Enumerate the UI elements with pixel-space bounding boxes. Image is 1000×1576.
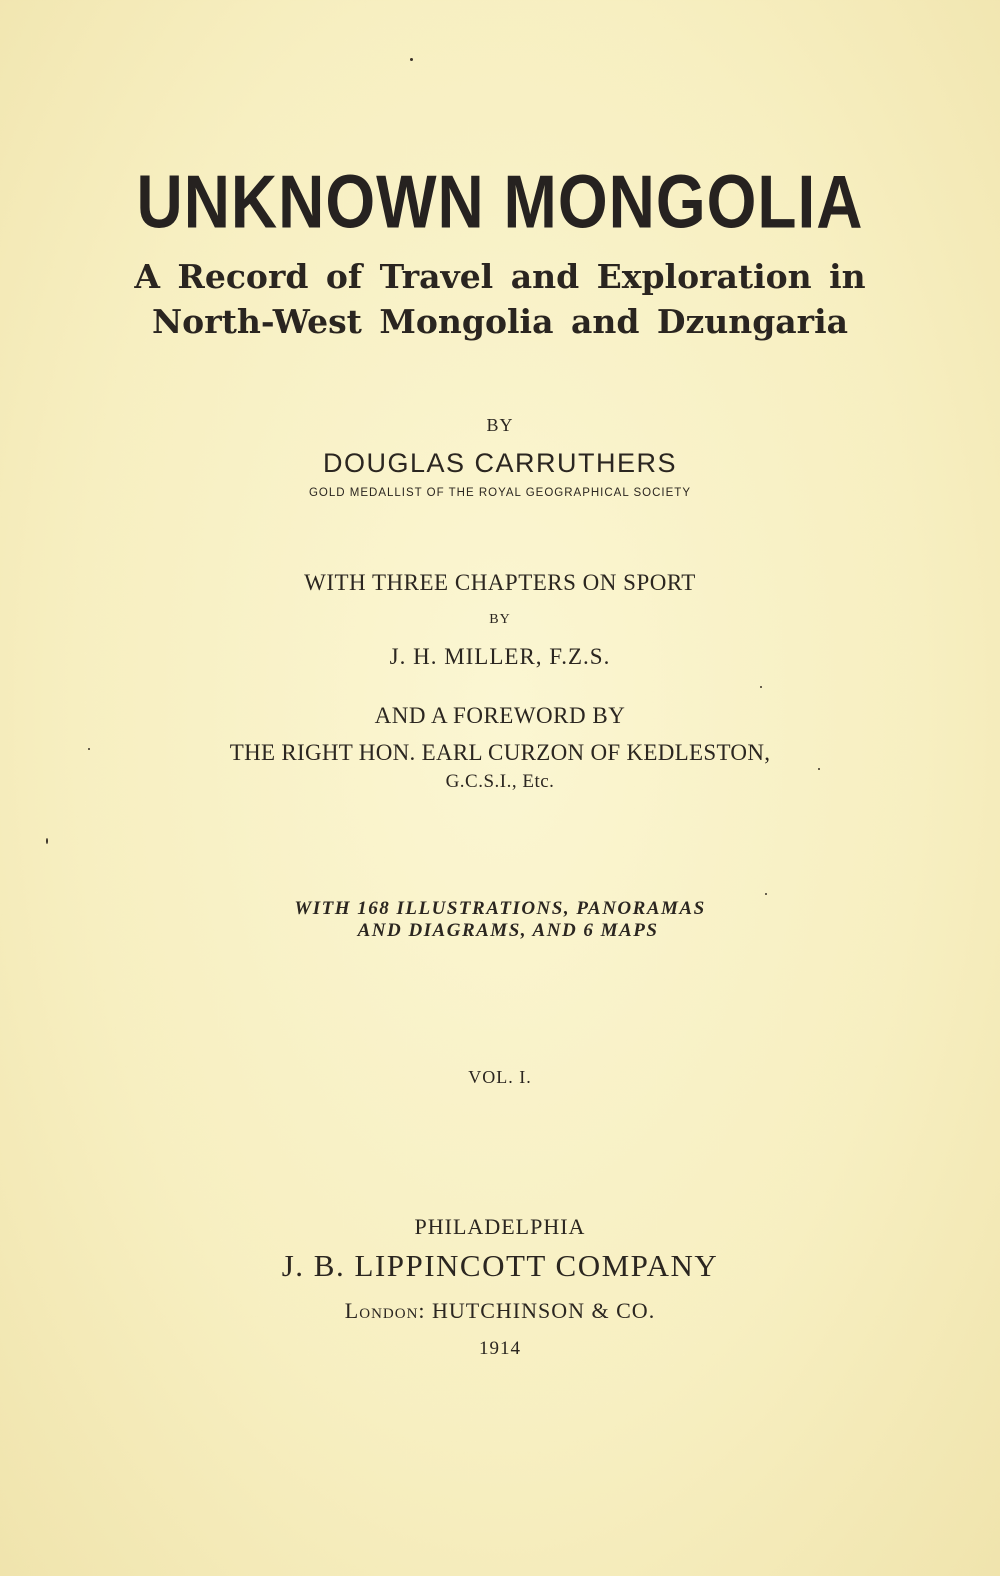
foreword-line: AND A FOREWORD BY — [374, 703, 626, 728]
london-publisher: HUTCHINSON & CO. — [432, 1298, 656, 1323]
foreword-honors: G.C.S.I., Etc. — [445, 771, 555, 792]
by-label: BY — [486, 415, 514, 435]
author-honor: GOLD MEDALLIST OF THE ROYAL GEOGRAPHICAL SOCIETY — [308, 487, 691, 499]
book-title: UNKNOWN MONGOLIA — [136, 159, 864, 245]
author-name: DOUGLAS CARRUTHERS — [322, 448, 678, 478]
foreword-author: THE RIGHT HON. EARL CURZON OF KEDLESTON, — [229, 740, 771, 765]
paper-speck — [818, 768, 820, 770]
publisher-city: PHILADELPHIA — [414, 1214, 586, 1239]
publication-year: 1914 — [479, 1338, 521, 1359]
illustrations-line-2: AND DIAGRAMS, AND 6 MAPS — [357, 920, 659, 941]
publisher-name: J. B. LIPPINCOTT COMPANY — [281, 1248, 719, 1283]
illustrations-line-1: WITH 168 ILLUSTRATIONS, PANORAMAS — [294, 898, 706, 919]
london-label: London: — [344, 1298, 426, 1323]
sport-author: J. H. MILLER, F.Z.S. — [389, 644, 611, 669]
subtitle-line-2: North-West Mongolia and Dzungaria — [152, 302, 848, 341]
paper-speck — [765, 893, 767, 895]
paper-speck — [46, 838, 48, 844]
volume-label: VOL. I. — [468, 1067, 532, 1087]
paper-speck — [88, 748, 90, 750]
subtitle-line-1: A Record of Travel and Exploration in — [134, 257, 866, 296]
by-label-2: BY — [489, 612, 511, 627]
london-publisher-line — [0, 1298, 1000, 1324]
paper-speck — [410, 58, 413, 61]
paper-speck — [760, 686, 762, 688]
sport-chapters-line: WITH THREE CHAPTERS ON SPORT — [304, 570, 696, 595]
